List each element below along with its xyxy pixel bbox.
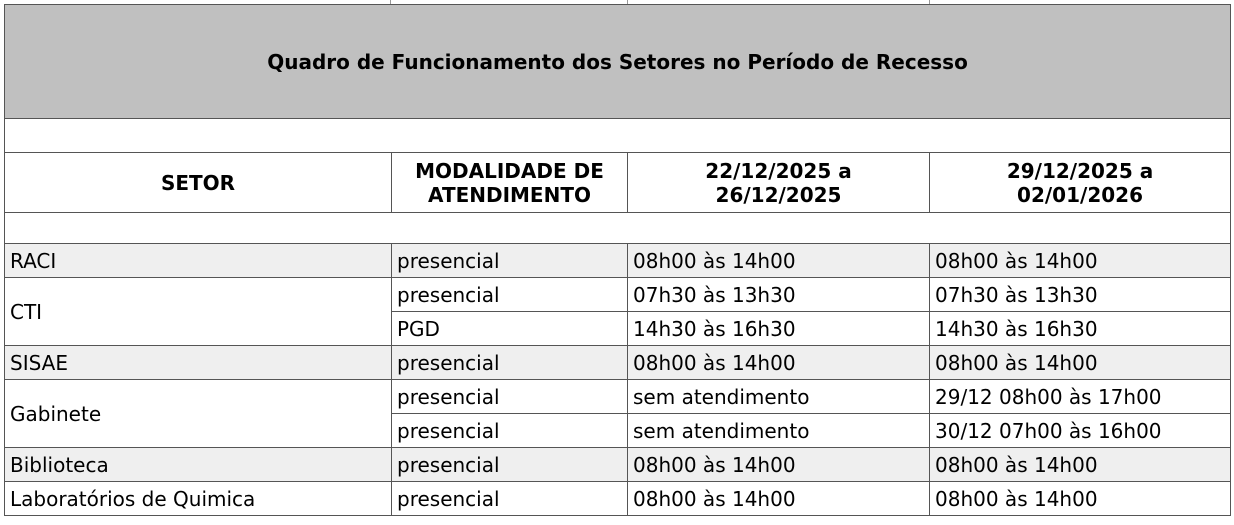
table-row (5, 380, 1231, 414)
header-periodo2 (930, 153, 1231, 213)
spacer-row (5, 213, 1231, 244)
header-modalidade-line1: MODALIDADE DE (415, 158, 604, 183)
setor-cell: Biblioteca (5, 448, 392, 482)
table-row (5, 278, 1231, 312)
table-title: Quadro de Funcionamento dos Setores no Período de Recesso (5, 5, 1231, 119)
setor-cell: CTI (5, 278, 392, 346)
periodo1-cell: sem atendimento (628, 414, 930, 448)
periodo2-cell: 08h00 às 14h00 (930, 448, 1231, 482)
periodo1-cell: 08h00 às 14h00 (628, 346, 930, 380)
table-row (5, 244, 1231, 278)
periodo1-cell: 08h00 às 14h00 (628, 448, 930, 482)
table-row (5, 482, 1231, 516)
header-periodo2-line2: 02/01/2026 (1017, 182, 1143, 207)
modalidade-cell: presencial (392, 244, 628, 278)
modalidade-cell: presencial (392, 380, 628, 414)
modalidade-cell: presencial (392, 346, 628, 380)
periodo2-cell: 14h30 às 16h30 (930, 312, 1231, 346)
header-periodo1 (628, 153, 930, 213)
periodo2-cell: 08h00 às 14h00 (930, 346, 1231, 380)
periodo2-cell: 08h00 às 14h00 (930, 244, 1231, 278)
modalidade-cell: presencial (392, 278, 628, 312)
periodo1-cell: 07h30 às 13h30 (628, 278, 930, 312)
periodo2-cell: 30/12 07h00 às 16h00 (930, 414, 1231, 448)
header-periodo1-line2: 26/12/2025 (715, 182, 842, 207)
periodo2-cell: 29/12 08h00 às 17h00 (930, 380, 1231, 414)
periodo2-cell: 08h00 às 14h00 (930, 482, 1231, 516)
header-modalidade (392, 153, 628, 213)
header-setor-label: SETOR (160, 170, 236, 195)
spacer-row (5, 119, 1231, 153)
table-row (5, 346, 1231, 380)
setor-cell: Laboratórios de Quimica (5, 482, 392, 516)
table-row (5, 448, 1231, 482)
periodo2-cell: 07h30 às 13h30 (930, 278, 1231, 312)
periodo1-cell: 08h00 às 14h00 (628, 482, 930, 516)
modalidade-cell: presencial (392, 482, 628, 516)
periodo1-cell: 08h00 às 14h00 (628, 244, 930, 278)
header-modalidade-line2: ATENDIMENTO (428, 182, 591, 207)
periodo1-cell: 14h30 às 16h30 (628, 312, 930, 346)
header-setor (5, 153, 392, 213)
schedule-table (4, 4, 1231, 516)
setor-cell: RACI (5, 244, 392, 278)
setor-cell: SISAE (5, 346, 392, 380)
periodo1-cell: sem atendimento (628, 380, 930, 414)
modalidade-cell: presencial (392, 414, 628, 448)
setor-cell: Gabinete (5, 380, 392, 448)
header-periodo1-line1: 22/12/2025 a (705, 158, 852, 183)
header-periodo2-line1: 29/12/2025 a (1006, 158, 1154, 183)
modalidade-cell: presencial (392, 448, 628, 482)
modalidade-cell: PGD (392, 312, 628, 346)
